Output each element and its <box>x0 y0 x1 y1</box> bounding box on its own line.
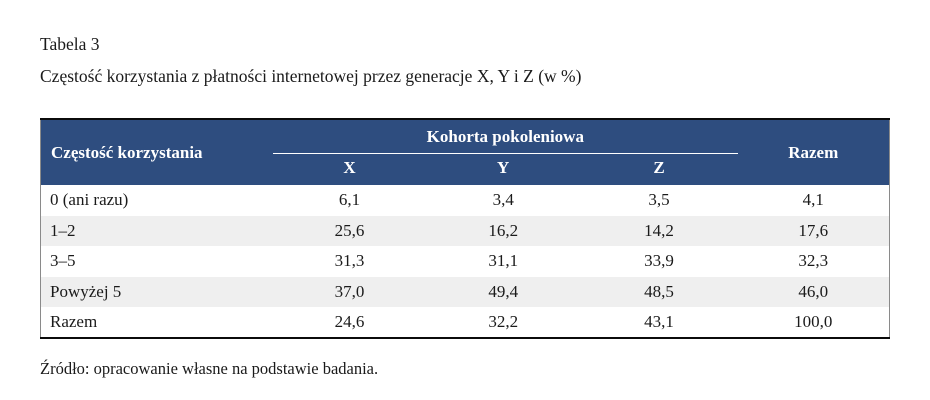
col-header-cohort-group: Kohorta pokoleniowa <box>273 119 737 154</box>
source-note: Źródło: opracowanie własne na podstawie badania. <box>40 358 379 378</box>
cell-value: 46,0 <box>798 281 829 301</box>
cell-value: 43,1 <box>644 311 674 331</box>
cell-value: 31,3 <box>334 251 365 271</box>
table-row <box>41 185 890 216</box>
table-row-total <box>41 307 890 338</box>
row-label: 1–2 <box>50 220 76 240</box>
header-row-group <box>41 119 890 154</box>
cell-value: 25,6 <box>334 220 365 240</box>
cell-value: 3,4 <box>492 190 514 210</box>
row-label: Powyżej 5 <box>50 281 122 301</box>
table-body <box>41 185 890 338</box>
cell-value: 33,9 <box>644 251 674 271</box>
cell-value: 48,5 <box>644 281 674 301</box>
cell-value: 4,1 <box>802 190 824 210</box>
table-caption: Częstość korzystania z płatności internetowej przez generacje X, Y i Z (w %) <box>40 66 582 86</box>
cell-value: 32,3 <box>798 251 829 271</box>
cell-value: 49,4 <box>488 281 519 301</box>
cell-value: 6,1 <box>338 190 361 210</box>
cell-value: 32,2 <box>488 311 519 331</box>
table-header <box>41 119 890 185</box>
cell-value: 100,0 <box>794 311 833 331</box>
table-row <box>41 246 890 277</box>
cell-value: 24,6 <box>334 311 365 331</box>
cell-value: 37,0 <box>334 281 365 301</box>
row-label: 3–5 <box>50 251 76 271</box>
col-header-x: X <box>273 154 426 186</box>
col-header-frequency: Częstość korzystania <box>41 119 274 185</box>
col-header-z: Z <box>580 154 737 186</box>
cell-value: 3,5 <box>648 190 670 210</box>
col-header-razem: Razem <box>738 119 890 185</box>
table-number: Tabela 3 <box>40 34 100 54</box>
row-label: Razem <box>50 311 98 331</box>
cell-value: 17,6 <box>798 220 829 240</box>
frequency-table <box>40 118 890 339</box>
cell-value: 31,1 <box>488 251 519 271</box>
col-header-y: Y <box>426 154 581 186</box>
table-row <box>41 216 890 247</box>
row-label: 0 (ani razu) <box>50 190 129 210</box>
cell-value: 16,2 <box>488 220 519 240</box>
cell-value: 14,2 <box>644 220 674 240</box>
table-row <box>41 277 890 308</box>
